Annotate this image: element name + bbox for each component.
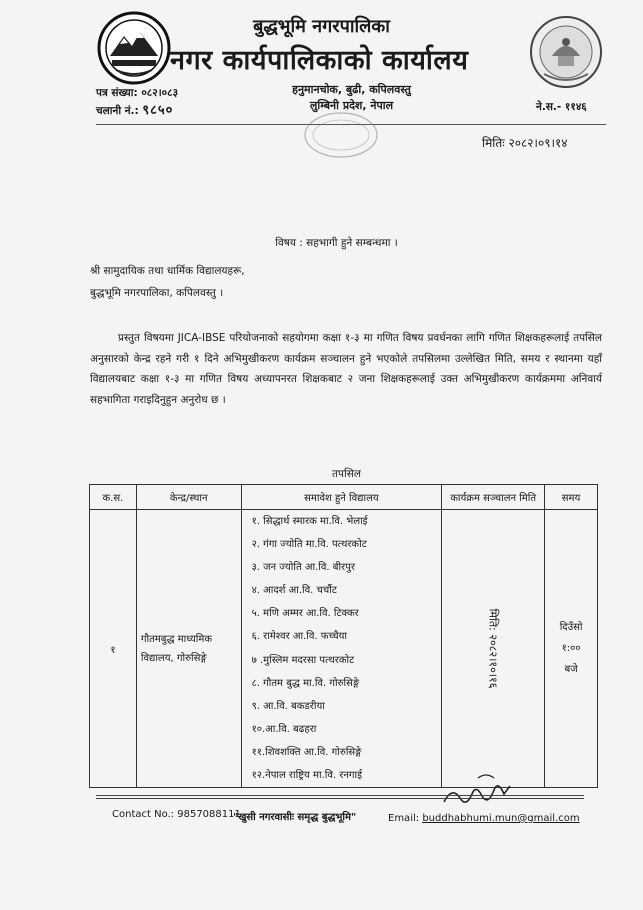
school-item: ३. जन ज्योति आ.वि. बीरपुर <box>251 562 355 574</box>
school-item: १. सिद्धार्थ स्मारक मा.वि. भेलाई <box>251 516 368 527</box>
contact-number: Contact No.: 9857088111 <box>112 809 241 820</box>
col-header-time: समय <box>545 485 598 510</box>
school-item: २. गंगा ज्योति मा.वि. पत्थरकोट <box>251 539 367 551</box>
footer-divider <box>96 798 584 799</box>
addressee-line-2: बुद्धभूमि नगरपालिका, कपिलवस्तु । <box>90 287 224 299</box>
chalani-label: चलानी नं.: <box>96 105 139 117</box>
school-item: ९. आ.वि. बकडरीया <box>251 700 325 712</box>
row-program-date <box>442 510 545 788</box>
school-item: १०.आ.वि. बढहरा <box>251 723 317 735</box>
letter-date: मितिः २०८२।०९।१४ <box>482 136 568 150</box>
school-item: १२.नेपाल राष्ट्रिय मा.वि. रनगाई <box>251 770 363 782</box>
time-line-1: दिउँसो <box>559 622 583 634</box>
municipality-name: बुद्धभूमि नगरपालिका <box>253 16 390 37</box>
addressee-line-1: श्री सामुदायिक तथा धार्मिक विद्यालयहरू, <box>90 265 245 277</box>
col-header-center: केन्द्र/स्थान <box>136 485 241 510</box>
patra-sankhya: पत्र संख्या: ०८२।०८३ <box>96 87 179 99</box>
footer-divider <box>96 795 584 796</box>
table-header-row <box>90 485 598 510</box>
email <box>388 813 580 824</box>
school-item: ८. गौतम बुद्ध मा.वि. गोरुसिङ्गे <box>251 677 360 689</box>
chalani <box>96 100 173 118</box>
school-item: ५. मणि अम्मर आ.वि. टिक्कर <box>251 608 359 620</box>
col-header-date: कार्यक्रम सञ्चालन मिति <box>442 485 545 510</box>
subject-line: विषय : सहभागी हुने सम्बन्धमा । <box>275 237 398 249</box>
row-sn: १ <box>90 510 137 788</box>
chalani-number: ९८५० <box>142 103 174 118</box>
nepal-sambat: ने.स.- ११४६ <box>536 101 587 113</box>
slogan: "खुसी नगरवासीः समृद्ध बुद्धभूमि" <box>233 812 357 823</box>
center-line-2: विद्यालय, गोरुसिङ्गे <box>140 652 207 664</box>
program-date-text: मिति: २०८२।१०।१६ <box>486 608 500 689</box>
school-item: ११.शिवशक्ति आ.वि. गोरुसिङ्गे <box>251 746 362 758</box>
school-item: ४. आदर्श आ.वि. चर्चौट <box>251 585 337 597</box>
school-item: ६. रामेश्वर आ.वि. फच्चैया <box>251 631 347 643</box>
col-header-sn: क.स. <box>90 485 137 510</box>
official-stamp <box>302 110 380 160</box>
col-header-schools: समावेश हुने विद्यालय <box>241 485 442 510</box>
school-item: ७ .मुस्लिम मदरसा पत्थरकोट <box>251 654 355 666</box>
address-line-1: हनुमानचोक, बुढी, कपिलवस्तु <box>292 83 411 96</box>
letter-body: प्रस्तुत विषयमा JICA-IBSE परियोजनाको सहयोगमा कक्षा १-३ मा गणित विषय प्रवर्धनका लागि गणित शिक्षकहरूलाई तपसिल अनुसारको केन्द्र रहने गरी १ दिने अभिमुखीकरण कार्यक्रम सञ्चालन हुने भएकोले तपसिलमा उल्लेखित मिति, समय र स्थानमा यहाँ विद्यालयबाट कक्षा १-३ मा गणित विषय अध्यापनरत शिक्षकबाट २ जना शिक्षकहरूलाई उक्त अभिमुखीकरण कार्यक्रममा अनिवार्य सहभागिता गराइदिनुहुन अनुरोध छ । <box>90 332 602 406</box>
office-title: नगर कार्यपालिकाको कार्यालय <box>170 45 469 76</box>
row-time <box>545 510 598 788</box>
table-row <box>90 510 598 788</box>
tapasil-title: तपसिल <box>332 468 361 480</box>
address-line-2: लुम्बिनी प्रदेश, नेपाल <box>309 99 394 112</box>
row-center <box>136 510 241 788</box>
time-line-2: १:०० <box>561 643 581 655</box>
center-line-1: गौतमबुद्ध माध्यमिक <box>140 633 213 645</box>
signature <box>438 764 518 814</box>
email-label: Email: <box>388 813 420 824</box>
row-schools <box>241 510 442 788</box>
time-line-3: बजे <box>564 664 578 676</box>
email-link[interactable]: buddhabhumi.mun@gmail.com <box>422 813 580 824</box>
schedule-table <box>89 484 598 788</box>
